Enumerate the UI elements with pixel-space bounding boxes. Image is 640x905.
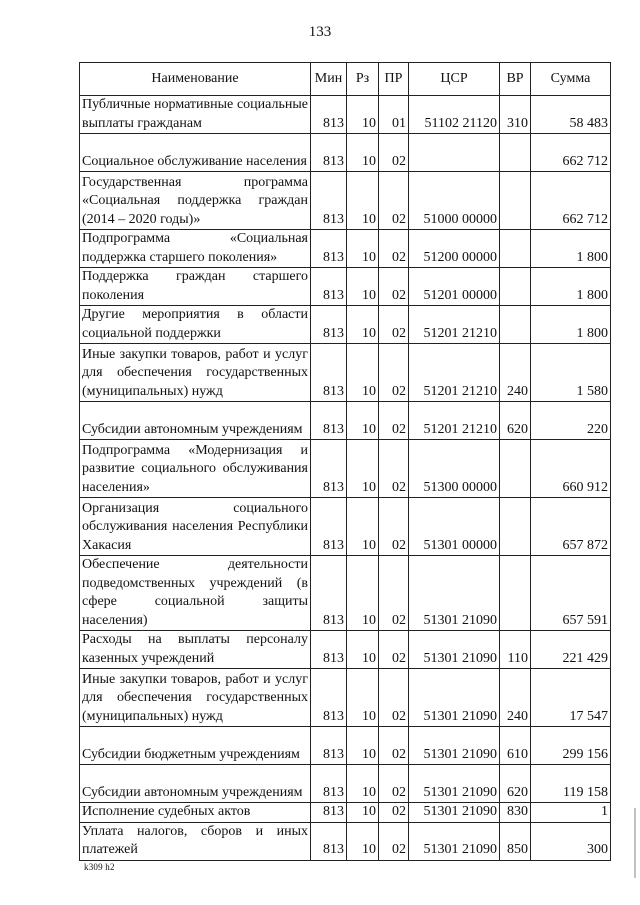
cell-csr: 51301 21090 bbox=[409, 669, 500, 727]
cell-vr bbox=[500, 134, 531, 172]
cell-vr: 110 bbox=[500, 631, 531, 669]
cell-vr: 620 bbox=[500, 402, 531, 440]
cell-rz: 10 bbox=[347, 268, 379, 306]
budget-table bbox=[79, 62, 611, 861]
cell-name: Подпрограмма «Социальная поддержка старшего поколения» bbox=[80, 230, 311, 268]
cell-min: 813 bbox=[311, 402, 347, 440]
cell-min: 813 bbox=[311, 268, 347, 306]
cell-sum: 660 912 bbox=[531, 440, 611, 498]
cell-name: Исполнение судебных актов bbox=[80, 803, 311, 823]
cell-vr: 830 bbox=[500, 803, 531, 823]
table-row bbox=[80, 96, 611, 134]
cell-csr: 51301 21090 bbox=[409, 727, 500, 765]
cell-min: 813 bbox=[311, 306, 347, 344]
cell-sum: 119 158 bbox=[531, 765, 611, 803]
cell-vr: 240 bbox=[500, 344, 531, 402]
footer-code: k309 h2 bbox=[84, 862, 115, 872]
cell-csr: 51201 21210 bbox=[409, 306, 500, 344]
cell-csr: 51301 21090 bbox=[409, 822, 500, 860]
cell-vr bbox=[500, 440, 531, 498]
cell-vr bbox=[500, 556, 531, 631]
cell-name: Иные закупки товаров, работ и услуг для обеспечения государственных (муниципальных) нужд bbox=[80, 344, 311, 402]
page-number: 133 bbox=[308, 24, 332, 40]
cell-vr: 240 bbox=[500, 669, 531, 727]
cell-sum: 662 712 bbox=[531, 172, 611, 230]
cell-min: 813 bbox=[311, 822, 347, 860]
table-row bbox=[80, 727, 611, 765]
cell-rz: 10 bbox=[347, 306, 379, 344]
table-row bbox=[80, 498, 611, 556]
cell-min: 813 bbox=[311, 230, 347, 268]
header-name: Наименование bbox=[80, 63, 311, 96]
table-row bbox=[80, 803, 611, 823]
cell-vr bbox=[500, 498, 531, 556]
cell-min: 813 bbox=[311, 727, 347, 765]
cell-name: Иные закупки товаров, работ и услуг для обеспечения государственных (муниципальных) нужд bbox=[80, 669, 311, 727]
cell-min: 813 bbox=[311, 172, 347, 230]
header-min: Мин bbox=[311, 63, 347, 96]
cell-name: Субсидии бюджетным учреждениям bbox=[80, 727, 311, 765]
cell-min: 813 bbox=[311, 344, 347, 402]
cell-pr: 02 bbox=[379, 727, 409, 765]
cell-rz: 10 bbox=[347, 631, 379, 669]
cell-pr: 01 bbox=[379, 96, 409, 134]
scan-edge-mark bbox=[634, 808, 636, 878]
cell-pr: 02 bbox=[379, 172, 409, 230]
cell-vr bbox=[500, 268, 531, 306]
cell-min: 813 bbox=[311, 556, 347, 631]
table-row bbox=[80, 440, 611, 498]
header-csr: ЦСР bbox=[409, 63, 500, 96]
cell-sum: 300 bbox=[531, 822, 611, 860]
cell-csr: 51300 00000 bbox=[409, 440, 500, 498]
cell-pr: 02 bbox=[379, 268, 409, 306]
table-row bbox=[80, 631, 611, 669]
cell-csr: 51301 21090 bbox=[409, 556, 500, 631]
cell-pr: 02 bbox=[379, 306, 409, 344]
cell-csr: 51201 21210 bbox=[409, 344, 500, 402]
cell-rz: 10 bbox=[347, 498, 379, 556]
cell-rz: 10 bbox=[347, 765, 379, 803]
header-rz: Рз bbox=[347, 63, 379, 96]
cell-sum: 1 800 bbox=[531, 268, 611, 306]
cell-pr: 02 bbox=[379, 402, 409, 440]
cell-sum: 58 483 bbox=[531, 96, 611, 134]
cell-vr: 620 bbox=[500, 765, 531, 803]
cell-sum: 657 591 bbox=[531, 556, 611, 631]
header-sum: Сумма bbox=[531, 63, 611, 96]
cell-sum: 1 bbox=[531, 803, 611, 823]
cell-rz: 10 bbox=[347, 172, 379, 230]
cell-rz: 10 bbox=[347, 134, 379, 172]
cell-csr: 51201 00000 bbox=[409, 268, 500, 306]
cell-csr: 51301 21090 bbox=[409, 803, 500, 823]
cell-name: Социальное обслуживание населения bbox=[80, 134, 311, 172]
cell-sum: 17 547 bbox=[531, 669, 611, 727]
cell-name: Другие мероприятия в области социальной поддержки bbox=[80, 306, 311, 344]
table-row bbox=[80, 172, 611, 230]
cell-csr: 51301 21090 bbox=[409, 765, 500, 803]
cell-vr bbox=[500, 172, 531, 230]
table-row bbox=[80, 669, 611, 727]
table-row bbox=[80, 306, 611, 344]
cell-pr: 02 bbox=[379, 556, 409, 631]
cell-min: 813 bbox=[311, 765, 347, 803]
cell-rz: 10 bbox=[347, 402, 379, 440]
header-vr: ВР bbox=[500, 63, 531, 96]
cell-name: Субсидии автономным учреждениям bbox=[80, 765, 311, 803]
cell-vr: 850 bbox=[500, 822, 531, 860]
cell-min: 813 bbox=[311, 498, 347, 556]
cell-name: Организация социального обслуживания населения Республики Хакасия bbox=[80, 498, 311, 556]
cell-pr: 02 bbox=[379, 765, 409, 803]
cell-rz: 10 bbox=[347, 803, 379, 823]
cell-pr: 02 bbox=[379, 440, 409, 498]
cell-pr: 02 bbox=[379, 803, 409, 823]
cell-min: 813 bbox=[311, 134, 347, 172]
cell-min: 813 bbox=[311, 803, 347, 823]
cell-csr: 51200 00000 bbox=[409, 230, 500, 268]
cell-min: 813 bbox=[311, 631, 347, 669]
cell-csr: 51201 21210 bbox=[409, 402, 500, 440]
cell-pr: 02 bbox=[379, 822, 409, 860]
table-header-row bbox=[80, 63, 611, 96]
table-row bbox=[80, 134, 611, 172]
cell-name: Подпрограмма «Модернизация и развитие социального обслуживания населения» bbox=[80, 440, 311, 498]
cell-pr: 02 bbox=[379, 230, 409, 268]
cell-rz: 10 bbox=[347, 344, 379, 402]
cell-min: 813 bbox=[311, 669, 347, 727]
cell-rz: 10 bbox=[347, 230, 379, 268]
cell-rz: 10 bbox=[347, 96, 379, 134]
table-row bbox=[80, 765, 611, 803]
table-row bbox=[80, 268, 611, 306]
cell-vr: 310 bbox=[500, 96, 531, 134]
cell-name: Расходы на выплаты персоналу казенных учреждений bbox=[80, 631, 311, 669]
cell-rz: 10 bbox=[347, 822, 379, 860]
cell-name: Государственная программа «Социальная поддержка граждан (2014 – 2020 годы)» bbox=[80, 172, 311, 230]
cell-name: Уплата налогов, сборов и иных платежей bbox=[80, 822, 311, 860]
table-row bbox=[80, 556, 611, 631]
cell-min: 813 bbox=[311, 440, 347, 498]
cell-sum: 221 429 bbox=[531, 631, 611, 669]
cell-name: Поддержка граждан старшего поколения bbox=[80, 268, 311, 306]
cell-csr bbox=[409, 134, 500, 172]
cell-vr: 610 bbox=[500, 727, 531, 765]
cell-pr: 02 bbox=[379, 669, 409, 727]
cell-name: Субсидии автономным учреждениям bbox=[80, 402, 311, 440]
cell-pr: 02 bbox=[379, 498, 409, 556]
cell-rz: 10 bbox=[347, 669, 379, 727]
table-row bbox=[80, 822, 611, 860]
cell-csr: 51301 00000 bbox=[409, 498, 500, 556]
cell-rz: 10 bbox=[347, 727, 379, 765]
cell-rz: 10 bbox=[347, 556, 379, 631]
cell-csr: 51102 21120 bbox=[409, 96, 500, 134]
table-row bbox=[80, 344, 611, 402]
cell-pr: 02 bbox=[379, 134, 409, 172]
cell-sum: 662 712 bbox=[531, 134, 611, 172]
header-pr: ПР bbox=[379, 63, 409, 96]
cell-vr bbox=[500, 306, 531, 344]
cell-pr: 02 bbox=[379, 344, 409, 402]
table-row bbox=[80, 402, 611, 440]
cell-sum: 299 156 bbox=[531, 727, 611, 765]
cell-sum: 1 580 bbox=[531, 344, 611, 402]
table-row bbox=[80, 230, 611, 268]
cell-sum: 1 800 bbox=[531, 230, 611, 268]
cell-name: Обеспечение деятельности подведомственных учреждений (в сфере социальной защиты населения) bbox=[80, 556, 311, 631]
cell-csr: 51000 00000 bbox=[409, 172, 500, 230]
cell-rz: 10 bbox=[347, 440, 379, 498]
cell-pr: 02 bbox=[379, 631, 409, 669]
cell-sum: 1 800 bbox=[531, 306, 611, 344]
cell-csr: 51301 21090 bbox=[409, 631, 500, 669]
cell-min: 813 bbox=[311, 96, 347, 134]
cell-name: Публичные нормативные социальные выплаты гражданам bbox=[80, 96, 311, 134]
cell-sum: 657 872 bbox=[531, 498, 611, 556]
cell-sum: 220 bbox=[531, 402, 611, 440]
cell-vr bbox=[500, 230, 531, 268]
